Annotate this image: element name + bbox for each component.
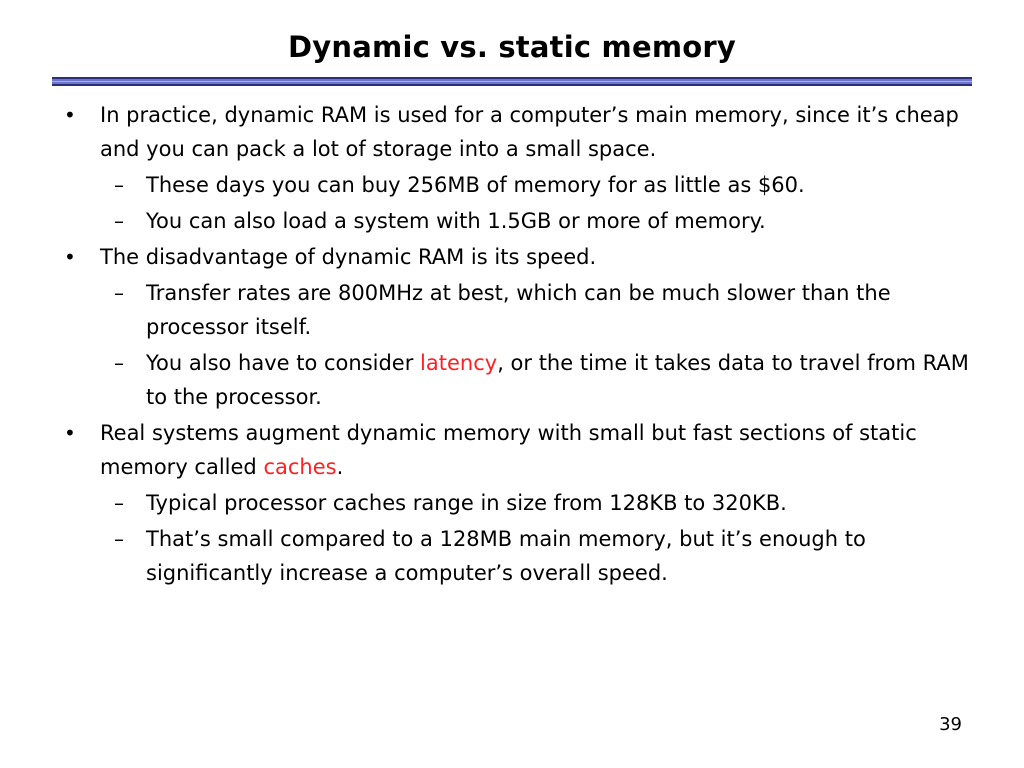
text-after: . — [336, 455, 344, 479]
dash-icon: – — [114, 209, 124, 233]
bullet-dot-icon: • — [64, 103, 76, 127]
bullet-dot-icon: • — [64, 245, 76, 269]
dash-icon: – — [114, 491, 124, 515]
highlighted-term-caches: caches — [263, 455, 337, 479]
bullet-text: The disadvantage of dynamic RAM is its speed. — [100, 245, 597, 269]
bullet-list — [60, 98, 980, 592]
sub-bullet-item — [60, 522, 980, 590]
title-underline-rule — [52, 77, 972, 86]
text-before: Real systems augment dynamic memory with small but fast sections of static memory called — [100, 421, 917, 479]
sub-bullet-item — [60, 276, 980, 344]
bullet-item — [60, 416, 980, 484]
slide-title: Dynamic vs. static memory — [288, 30, 736, 64]
bullet-text — [100, 416, 980, 484]
page-number: 39 — [939, 714, 962, 735]
sub-bullet-item — [60, 204, 980, 238]
dash-icon: – — [114, 351, 124, 375]
bullet-dot-icon: • — [64, 421, 76, 445]
sub-bullet-text: Typical processor caches range in size from 128KB to 320KB. — [146, 491, 787, 515]
sub-bullet-text: These days you can buy 256MB of memory for as little as $60. — [146, 173, 805, 197]
text-before: You also have to consider — [146, 351, 421, 375]
highlighted-term-latency: latency — [420, 351, 498, 375]
sub-bullet-text: Transfer rates are 800MHz at best, which can be much slower than the processor itself. — [146, 281, 891, 339]
bullet-text: In practice, dynamic RAM is used for a computer’s main memory, since it’s cheap and you can pack a lot of storage into a small space. — [100, 103, 959, 161]
dash-icon: – — [114, 527, 124, 551]
bullet-item — [60, 240, 980, 274]
sub-bullet-item — [60, 168, 980, 202]
sub-bullet-item — [60, 346, 980, 414]
dash-icon: – — [114, 281, 124, 305]
dash-icon: – — [114, 173, 124, 197]
sub-bullet-text: You can also load a system with 1.5GB or more of memory. — [146, 209, 766, 233]
text-after: , or the time it takes data to travel from RAM to the processor. — [146, 351, 969, 409]
sub-bullet-text: That’s small compared to a 128MB main memory, but it’s enough to significantly increase a computer’s overall speed. — [146, 527, 866, 585]
sub-bullet-item — [60, 486, 980, 520]
bullet-item — [60, 98, 980, 166]
sub-bullet-text — [146, 346, 980, 414]
